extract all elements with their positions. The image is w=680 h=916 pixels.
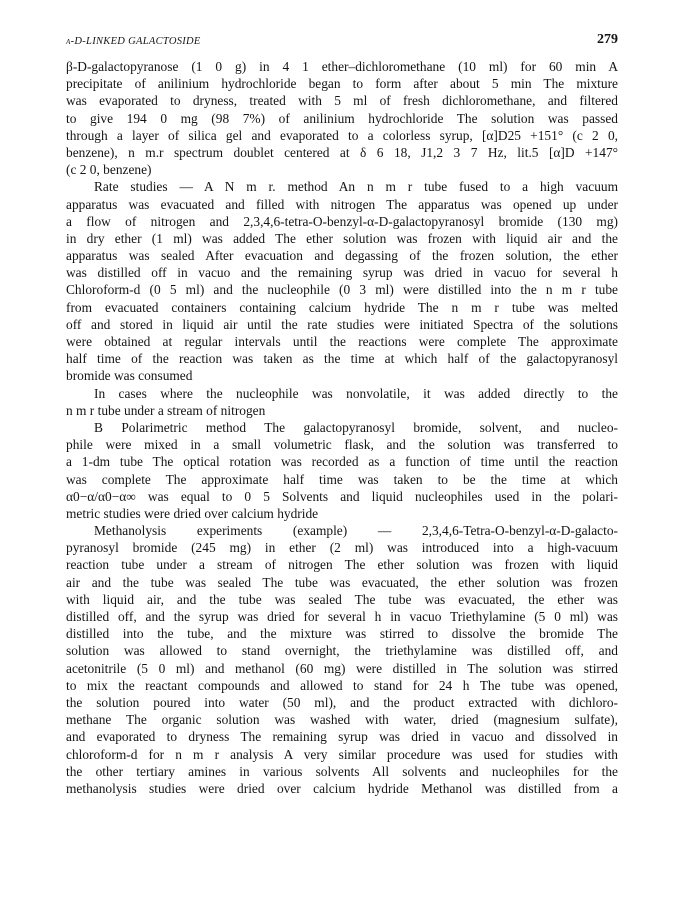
- text-line: acetonitrile (5 0 ml) and methanol (60 mg) were distilled in The solution was stirred: [66, 660, 618, 676]
- text-line: distilled into the tube, and the mixture was stirred to dissolve the bromide The: [66, 626, 618, 642]
- text-line: B Polarimetric method The galactopyranosyl bromide, solvent, and nucleo-: [94, 419, 618, 435]
- text-line: β-D-galactopyranose (1 0 g) in 4 1 ether–dichloromethane (10 ml) for 60 min A: [66, 59, 618, 74]
- page-number: 279: [597, 32, 618, 47]
- text-line: precipitate of anilinium hydrochloride began to form after about 5 min The mixture: [66, 76, 618, 92]
- text-line: was distilled off in vacuo and the remaining syrup was dried in vacuo for several h: [66, 265, 618, 281]
- text-line: Rate studies — A N m r. method An n m r tube fused to a high vacuum: [94, 179, 618, 195]
- text-line: α0−α/α0−α∞ was equal to 0 5 Solvents and liquid nucleophiles used in the polari-: [66, 488, 618, 504]
- text-line: Methanolysis experiments (example) — 2,3,4,6-Tetra-O-benzyl-α-D-galacto-: [94, 523, 618, 539]
- text-line: benzene), n m.r spectrum doublet centered at δ 6 18, J1,2 3 7 Hz, lit.5 [α]D +147°: [66, 144, 618, 160]
- text-line: through a layer of silica gel and evaporated to a colorless syrup, [α]D25 +151° (c 2 0,: [66, 127, 618, 143]
- text-line: chloroform-d for n m r analysis A very similar procedure was used for studies with: [66, 746, 618, 762]
- text-line: was complete The approximate half time was taken to be the time at which: [66, 471, 618, 487]
- page-header: [66, 30, 618, 54]
- text-line: (c 2 0, benzene): [66, 162, 152, 178]
- text-line: in dry ether (1 ml) was added The ether solution was frozen with liquid air and the: [66, 230, 618, 246]
- text-line: a flow of nitrogen and 2,3,4,6-tetra-O-benzyl-α-D-galactopyranosyl bromide (130 mg): [66, 213, 618, 229]
- text-line: with liquid air, and the tube was sealed The tube was evacuated, the ether was: [66, 591, 618, 607]
- text-line: half time of the reaction was taken as the time at which half of the galactopyranosyl: [66, 351, 618, 367]
- text-line: and evaporated to dryness The remaining syrup was dried in vacuo and dissolved in: [66, 729, 618, 745]
- running-head: α-D-LINKED GALACTOSIDE: [66, 36, 201, 47]
- body-text: [66, 58, 618, 797]
- text-line: air and the tube was sealed The tube was evacuated, the ether solution was frozen: [66, 574, 618, 590]
- text-line: to give 194 0 mg (98 7%) of anilinium hydrochloride The solution was passed: [66, 110, 618, 126]
- text-line: In cases where the nucleophile was nonvolatile, it was added directly to the: [94, 385, 618, 401]
- text-line: Chloroform-d (0 5 ml) and the nucleophile (0 3 ml) were distilled into the n m r tube: [66, 282, 618, 298]
- text-line: the solution poured into water (50 ml), and the product extracted with dichloro-: [66, 694, 618, 710]
- journal-page: [66, 30, 618, 797]
- text-line: to mix the reactant compounds and allowed to stand for 24 h The tube was opened,: [66, 677, 618, 693]
- text-line: the other tertiary amines in various solvents All solvents and nucleophiles for the: [66, 763, 618, 779]
- text-line: solution was allowed to stand overnight, the triethylamine was distilled off, and: [66, 643, 618, 659]
- text-line: distilled off, and the syrup was dried for several h in vacuo Triethylamine (5 0 ml) was: [66, 609, 618, 624]
- text-line: methanolysis studies were dried over calcium hydride Methanol was distilled from a: [66, 780, 618, 796]
- text-line: from evacuated containers containing calcium hydride The n m r tube was melted: [66, 299, 618, 315]
- text-line: reaction tube under a stream of nitrogen The ether solution was frozen with liquid: [66, 557, 618, 573]
- text-line: was evaporated to dryness, treated with 5 ml of fresh dichloromethane, and filtered: [66, 93, 618, 109]
- text-line: methane The organic solution was washed with water, dried (magnesium sulfate),: [66, 712, 618, 728]
- text-line: apparatus was evacuated and filled with nitrogen The apparatus was opened up under: [66, 196, 618, 212]
- text-line: metric studies were dried over calcium hydride: [66, 505, 319, 521]
- text-line: n m r tube under a stream of nitrogen: [66, 402, 266, 418]
- text-line: bromide was consumed: [66, 368, 193, 384]
- text-line: were obtained at regular intervals until the reactions were complete The approximate: [66, 334, 618, 349]
- text-line: off and stored in liquid air until the rate studies were initiated Spectra of the solutions: [66, 316, 618, 332]
- text-line: pyranosyl bromide (245 mg) in ether (2 ml) was introduced into a high-vacuum: [66, 540, 618, 556]
- text-line: apparatus was sealed After evacuation and degassing of the frozen solution, the ether: [66, 248, 618, 264]
- text-line: phile were mixed in a small volumetric flask, and the solution was transferred to: [66, 437, 618, 453]
- text-line: a 1-dm tube The optical rotation was recorded as a function of time until the reaction: [66, 454, 618, 470]
